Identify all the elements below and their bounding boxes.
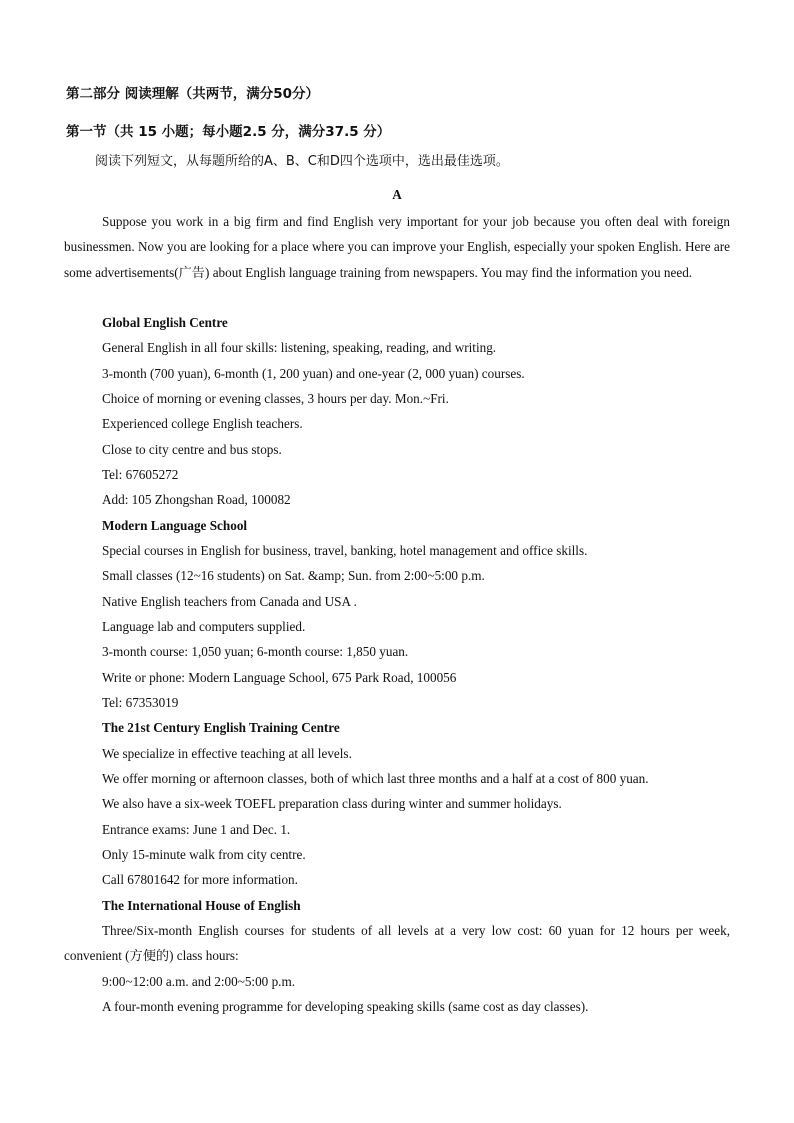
subsection-heading: 第一节（共 15 小题；每小题2.5 分，满分37.5 分） (66, 124, 391, 140)
ad-title-international-house: The International House of English (102, 898, 301, 913)
instructions: 阅读下列短文，从每题所给的A、B、C和D四个选项中，选出最佳选项。 (95, 154, 509, 169)
ad-line: 3-month course: 1,050 yuan; 6-month course: 1,850 yuan. (102, 644, 409, 659)
ad-line: Small classes (12~16 students) on Sat. &amp; Sun. from 2:00~5:00 p.m. (102, 568, 485, 583)
ad-line: We also have a six-week TOEFL preparation class during winter and summer holidays. (102, 796, 562, 811)
ad-phone: Tel: 67605272 (102, 467, 179, 482)
ad-line: We offer morning or afternoon classes, both of which last three months and a half at a cost of 800 yuan. (102, 771, 649, 786)
ad-line: Experienced college English teachers. (102, 416, 303, 431)
passage-label: A (392, 187, 402, 202)
ad-title-21st-century-centre: The 21st Century English Training Centre (102, 720, 340, 735)
ad-paragraph-wrap (64, 918, 730, 969)
ad-line: 9:00~12:00 a.m. and 2:00~5:00 p.m. (102, 974, 296, 989)
ad-address: Write or phone: Modern Language School, 675 Park Road, 100056 (102, 670, 457, 685)
ad-line: A four-month evening programme for developing speaking skills (same cost as day classes). (102, 999, 589, 1014)
ad-title-global-english-centre: Global English Centre (102, 315, 228, 330)
ad-line: Special courses in English for business, travel, banking, hotel management and office skills. (102, 543, 588, 558)
ad-paragraph: Three/Six-month English courses for students of all levels at a very low cost: 60 yuan for 12 hours per week, convenient (方便的) class hours: (64, 923, 730, 964)
ad-line: General English in all four skills: listening, speaking, reading, and writing. (102, 340, 497, 355)
ad-line: Native English teachers from Canada and USA . (102, 594, 357, 609)
ad-phone: Tel: 67353019 (102, 695, 179, 710)
part-heading: 第二部分 阅读理解（共两节，满分50分） (66, 86, 319, 102)
ad-line: Entrance exams: June 1 and Dec. 1. (102, 822, 291, 837)
ad-line: Only 15-minute walk from city centre. (102, 847, 306, 862)
ad-line: Close to city centre and bus stops. (102, 442, 282, 457)
ad-line: We specialize in effective teaching at all levels. (102, 746, 352, 761)
ad-phone: Call 67801642 for more information. (102, 872, 298, 887)
ad-line: Choice of morning or evening classes, 3 hours per day. Mon.~Fri. (102, 391, 449, 406)
passage-intro (64, 209, 730, 285)
intro-paragraph: Suppose you work in a big firm and find English very important for your job because you often deal with foreign businessmen. Now you are looking for a place where you can improve your English, especially your spoken English. Here are some advertisements(广告) about English language training from newspapers. You may find the information you need. (64, 214, 730, 280)
ad-line: 3-month (700 yuan), 6-month (1, 200 yuan) and one-year (2, 000 yuan) courses. (102, 366, 525, 381)
ad-address: Add: 105 Zhongshan Road, 100082 (102, 492, 291, 507)
ad-line: Language lab and computers supplied. (102, 619, 306, 634)
ad-title-modern-language-school: Modern Language School (102, 518, 248, 533)
